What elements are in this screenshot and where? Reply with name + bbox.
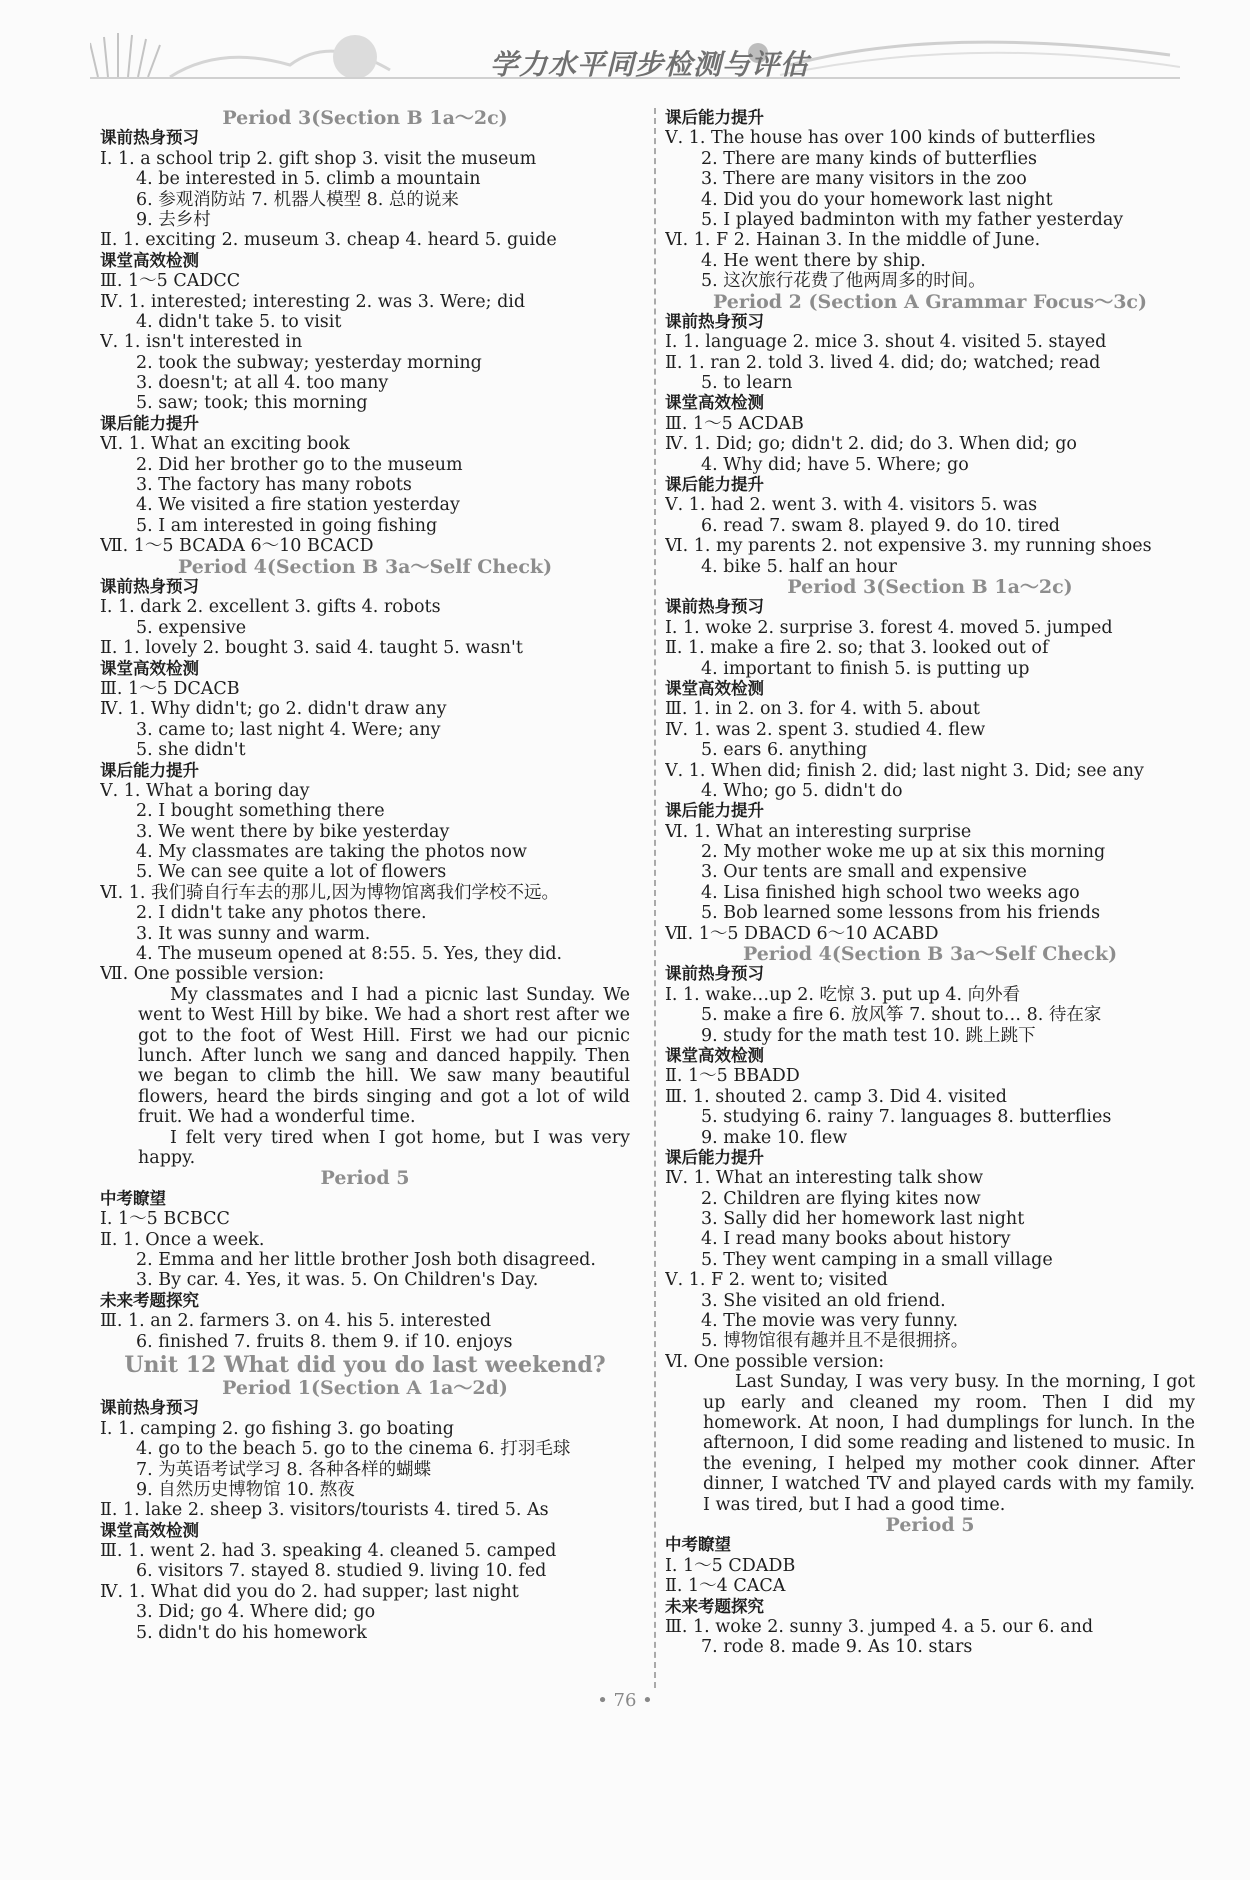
period-title: Period 4(Section B 3a～Self Check): [742, 944, 1118, 965]
header-rule: [90, 77, 1180, 79]
answer-line: Ⅰ. 1. wake…up 2. 吃惊 3. put up 4. 向外看: [665, 984, 1021, 1005]
answer-line: 4. Why did; have 5. Where; go: [701, 454, 969, 475]
answer-line: 6. visitors 7. stayed 8. studied 9. living 10. fed: [136, 1561, 547, 1582]
answer-line: 5. expensive: [136, 617, 247, 638]
answer-line: Ⅴ. 1. When did; finish 2. did; last night 3. Did; see any: [665, 760, 1144, 781]
section-heading: 课前热身预习: [100, 576, 199, 596]
answer-line: Ⅰ. 1. language 2. mice 3. shout 4. visited 5. stayed: [665, 332, 1107, 353]
section-heading: 中考瞭望: [100, 1188, 166, 1208]
answer-line: 3. She visited an old friend.: [701, 1290, 946, 1311]
answer-line: 4. He went there by ship.: [701, 250, 926, 271]
section-heading: 课堂高效检测: [100, 1520, 199, 1540]
answer-line: Ⅰ. 1. woke 2. surprise 3. forest 4. moved 5. jumped: [665, 617, 1113, 638]
answer-line: 2. took the subway; yesterday morning: [136, 352, 482, 373]
answer-line: 6. 参观消防站 7. 机器人模型 8. 总的说来: [136, 189, 459, 210]
answer-line: Ⅲ. 1～5 DCACB: [100, 678, 240, 699]
period-title: Period 2 (Section A Grammar Focus～3c): [713, 291, 1147, 312]
section-heading: 课堂高效检测: [100, 658, 199, 678]
answer-line: Ⅵ. One possible version:: [665, 1351, 885, 1372]
answer-line: 3. The factory has many robots: [136, 475, 412, 496]
section-heading: 课堂高效检测: [665, 393, 764, 413]
section-heading: 中考瞭望: [665, 1535, 731, 1555]
composition-paragraph: I felt very tired when I got home, but I was very happy.: [138, 1127, 630, 1169]
answer-line: 5. 博物馆很有趣并且不是很拥挤。: [701, 1331, 969, 1352]
answer-line: 4. important to finish 5. is putting up: [701, 658, 1030, 679]
answer-line: 5. ears 6. anything: [701, 740, 868, 761]
answer-line: 4. go to the beach 5. go to the cinema 6. 打羽毛球: [136, 1439, 571, 1460]
answer-line: 9. 去乡村: [136, 209, 211, 230]
answer-line: 5. 这次旅行花费了他两周多的时间。: [701, 271, 986, 292]
answer-line: Ⅳ. 1. Did; go; didn't 2. did; do 3. When did; go: [665, 434, 1077, 455]
answer-line: Ⅱ. 1. Once a week.: [100, 1229, 265, 1250]
answer-line: Ⅱ. 1. lake 2. sheep 3. visitors/tourists 4. tired 5. As: [100, 1500, 549, 1521]
answer-line: 2. I bought something there: [136, 801, 385, 822]
answer-line: Ⅴ. 1. The house has over 100 kinds of butterflies: [665, 128, 1096, 149]
answer-line: 5. studying 6. rainy 7. languages 8. butterflies: [701, 1107, 1112, 1128]
composition-paragraph: My classmates and I had a picnic last Sunday. We went to West Hill by bike. We had a short rest after we got to the foot of West Hill. First we had our picnic lunch. After lunch we sang and danced happily. Then we began to climb the hill. We saw many beautiful flowers, heard the birds singing and got a lot of wild fruit. We had a wonderful time.: [138, 984, 630, 1128]
answer-line: 7. rode 8. made 9. As 10. stars: [701, 1637, 973, 1658]
answer-line: Ⅲ. 1. shouted 2. camp 3. Did 4. visited: [665, 1086, 1007, 1107]
answer-line: Ⅳ. 1. Why didn't; go 2. didn't draw any: [100, 699, 447, 720]
answer-line: Ⅰ. 1～5 CDADB: [665, 1555, 796, 1576]
answer-line: Ⅰ. 1. dark 2. excellent 3. gifts 4. robots: [100, 597, 441, 618]
section-heading: 课前热身预习: [100, 128, 199, 148]
answer-line: 3. There are many visitors in the zoo: [701, 169, 1027, 190]
answer-line: Ⅶ. One possible version:: [100, 964, 325, 985]
section-heading: 课堂高效检测: [665, 678, 764, 698]
composition-paragraph: Last Sunday, I was very busy. In the morning, I got up early and cleaned my room. Then I did my homework. At noon, I had dumplings for lunch. In the afternoon, I did some reading and listened to music. In the evening, I helped my mother cook dinner. After dinner, I watched TV and played cards with my family. I was tired, but I had a good time.: [703, 1372, 1195, 1515]
answer-line: 3. Our tents are small and expensive: [701, 862, 1027, 883]
answer-line: 4. The museum opened at 8:55. 5. Yes, they did.: [136, 944, 563, 965]
answer-line: Ⅱ. 1～5 BBADD: [665, 1066, 800, 1087]
answer-line: 5. to learn: [701, 373, 793, 394]
answer-line: 4. Did you do your homework last night: [701, 189, 1053, 210]
answer-line: 4. The movie was very funny.: [701, 1311, 959, 1332]
answer-line: 4. I read many books about history: [701, 1229, 1011, 1250]
answer-line: Ⅳ. 1. What did you do 2. had supper; last night: [100, 1581, 519, 1602]
answer-line: Ⅵ. 1. F 2. Hainan 3. In the middle of June.: [665, 230, 1041, 251]
answer-line: 3. It was sunny and warm.: [136, 923, 371, 944]
answer-line: Ⅵ. 1. What an interesting surprise: [665, 821, 972, 842]
answer-line: Ⅴ. 1. had 2. went 3. with 4. visitors 5. was: [665, 495, 1038, 516]
period-title: Period 1(Section A 1a～2d): [222, 1377, 508, 1399]
answer-line: Ⅲ. 1～5 CADCC: [100, 271, 241, 292]
period-title: Period 3(Section B 1a～2c): [787, 576, 1073, 598]
answer-line: Ⅱ. 1. lovely 2. bought 3. said 4. taught 5. wasn't: [100, 638, 523, 659]
answer-line: 4. be interested in 5. climb a mountain: [136, 169, 481, 190]
answer-line: Ⅲ. 1. went 2. had 3. speaking 4. cleaned 5. camped: [100, 1541, 557, 1562]
section-heading: 课前热身预习: [665, 964, 764, 984]
answer-line: Ⅶ. 1～5 BCADA 6～10 BCACD: [100, 536, 374, 557]
answer-line: Ⅲ. 1. an 2. farmers 3. on 4. his 5. interested: [100, 1311, 492, 1332]
answer-line: 5. make a fire 6. 放风筝 7. shout to… 8. 待在家: [701, 1005, 1102, 1026]
answer-line: 9. study for the math test 10. 跳上跳下: [701, 1025, 1036, 1046]
answer-line: Ⅳ. 1. was 2. spent 3. studied 4. flew: [665, 719, 986, 740]
answer-line: Ⅲ. 1. in 2. on 3. for 4. with 5. about: [665, 699, 980, 720]
answer-line: 9. 自然历史博物馆 10. 熬夜: [136, 1479, 355, 1500]
answer-line: Ⅵ. 1. What an exciting book: [100, 434, 350, 455]
period-title: Period 3(Section B 1a～2c): [222, 108, 508, 129]
right-column: [665, 108, 1195, 1658]
header-title: 学力水平同步检测与评估: [490, 48, 810, 81]
answer-line: 3. doesn't; at all 4. too many: [136, 373, 389, 394]
section-heading: 课前热身预习: [665, 597, 764, 617]
answer-line: Ⅲ. 1～5 ACDAB: [665, 413, 804, 434]
answer-line: 7. 为英语考试学习 8. 各种各样的蝴蝶: [136, 1459, 432, 1480]
answer-line: Ⅶ. 1～5 DBACD 6～10 ACABD: [665, 923, 939, 944]
answer-line: Ⅱ. 1. ran 2. told 3. lived 4. did; do; watched; read: [665, 352, 1101, 373]
answer-line: 4. bike 5. half an hour: [701, 556, 897, 577]
answer-line: Ⅳ. 1. interested; interesting 2. was 3. Were; did: [100, 291, 526, 312]
answer-line: Ⅱ. 1. make a fire 2. so; that 3. looked out of: [665, 638, 1049, 659]
answer-line: 4. My classmates are taking the photos now: [136, 842, 527, 863]
answer-line: Ⅵ. 1. my parents 2. not expensive 3. my running shoes: [665, 536, 1152, 557]
section-heading: 课堂高效检测: [665, 1045, 764, 1065]
answer-line: Ⅱ. 1. exciting 2. museum 3. cheap 4. heard 5. guide: [100, 230, 557, 251]
answer-line: Ⅰ. 1～5 BCBCC: [100, 1209, 230, 1230]
answer-line: Ⅰ. 1. camping 2. go fishing 3. go boating: [100, 1418, 454, 1439]
answer-line: 5. They went camping in a small village: [701, 1249, 1053, 1270]
answer-line: 6. finished 7. fruits 8. them 9. if 10. enjoys: [136, 1331, 513, 1352]
answer-line: Ⅴ. 1. What a boring day: [100, 780, 310, 801]
period-title: Period 4(Section B 3a～Self Check): [177, 556, 553, 577]
section-heading: 课后能力提升: [665, 475, 764, 495]
answer-line: 4. Who; go 5. didn't do: [701, 780, 903, 801]
answer-line: 4. didn't take 5. to visit: [136, 311, 342, 332]
answer-line: 3. Did; go 4. Where did; go: [136, 1602, 376, 1623]
page-header: [90, 25, 1180, 95]
section-heading: 未来考题探究: [665, 1596, 764, 1616]
section-heading: 课后能力提升: [100, 760, 199, 780]
answer-line: 5. didn't do his homework: [136, 1622, 367, 1643]
answer-line: Ⅵ. 1. 我们骑自行车去的那儿,因为博物馆离我们学校不远。: [100, 882, 560, 903]
answer-line: 2. Children are flying kites now: [701, 1188, 981, 1209]
answer-line: 2. I didn't take any photos there.: [136, 903, 427, 924]
section-heading: 课堂高效检测: [100, 250, 199, 270]
answer-line: 4. We visited a fire station yesterday: [136, 495, 460, 516]
answer-line: 2. My mother woke me up at six this morning: [701, 842, 1106, 863]
column-divider: [654, 108, 656, 1688]
section-heading: 课后能力提升: [665, 108, 764, 127]
answer-line: Ⅱ. 1～4 CACA: [665, 1576, 786, 1597]
answer-line: 2. Emma and her little brother Josh both disagreed.: [136, 1250, 596, 1271]
answer-line: Ⅴ. 1. isn't interested in: [100, 332, 303, 353]
section-heading: 未来考题探究: [100, 1290, 199, 1310]
section-heading: 课后能力提升: [665, 801, 764, 821]
section-heading: 课后能力提升: [100, 413, 199, 433]
answer-line: Ⅲ. 1. woke 2. sunny 3. jumped 4. a 5. our 6. and: [665, 1617, 1094, 1638]
unit-title: Unit 12 What did you do last weekend?: [124, 1351, 606, 1378]
page-number: • 76 •: [597, 1690, 653, 1711]
answer-line: 5. she didn't: [136, 740, 246, 761]
answer-line: 3. We went there by bike yesterday: [136, 821, 450, 842]
left-column: [100, 108, 630, 1643]
answer-line: 3. Sally did her homework last night: [701, 1209, 1025, 1230]
answer-line: 3. By car. 4. Yes, it was. 5. On Children's Day.: [136, 1270, 539, 1291]
answer-line: 2. Did her brother go to the museum: [136, 454, 463, 475]
sun-icon: [333, 35, 377, 79]
section-heading: 课前热身预习: [100, 1398, 199, 1418]
answer-line: 6. read 7. swam 8. played 9. do 10. tired: [701, 515, 1060, 536]
answer-line: 5. I played badminton with my father yesterday: [701, 209, 1124, 230]
answer-line: 5. We can see quite a lot of flowers: [136, 862, 447, 883]
answer-line: Ⅳ. 1. What an interesting talk show: [665, 1168, 984, 1189]
answer-line: 5. I am interested in going fishing: [136, 515, 438, 536]
period-title: Period 5: [885, 1515, 975, 1536]
section-heading: 课后能力提升: [665, 1147, 764, 1167]
answer-line: 9. make 10. flew: [701, 1127, 848, 1148]
answer-line: Ⅴ. 1. F 2. went to; visited: [665, 1270, 888, 1291]
answer-line: 2. There are many kinds of butterflies: [701, 148, 1037, 169]
section-heading: 课前热身预习: [665, 311, 764, 331]
answer-line: 5. saw; took; this morning: [136, 393, 368, 414]
answer-line: Ⅰ. 1. a school trip 2. gift shop 3. visit the museum: [100, 148, 537, 169]
answer-line: 4. Lisa finished high school two weeks ago: [701, 882, 1080, 903]
period-title: Period 5: [320, 1168, 410, 1189]
answer-line: 3. came to; last night 4. Were; any: [136, 719, 441, 740]
answer-line: 5. Bob learned some lessons from his friends: [701, 903, 1101, 924]
